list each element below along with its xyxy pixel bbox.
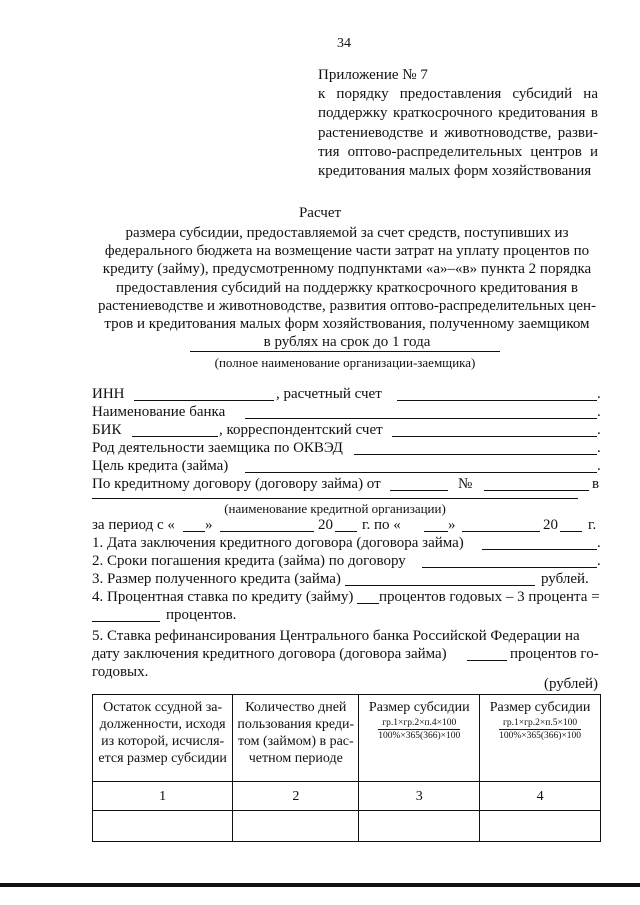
subsidy-table: [92, 694, 601, 842]
end-dot: .: [597, 440, 601, 456]
period-row: [92, 517, 602, 535]
table-cell[interactable]: [480, 811, 601, 842]
subtitle-line: в рублях на срок до 1 года: [263, 334, 431, 351]
bank-row: [92, 404, 602, 422]
page-number: 34: [337, 36, 351, 51]
formula-4: [499, 718, 581, 742]
item-3-row: [92, 571, 602, 589]
corr-account-field[interactable]: [392, 422, 597, 437]
bank-field[interactable]: [245, 404, 597, 419]
units-label: (рублей): [544, 676, 599, 692]
quote-close: »: [205, 517, 213, 533]
header-label: Размер субсидии: [368, 700, 470, 715]
repayment-terms-field[interactable]: [422, 553, 597, 568]
subtitle-line: федерального бюджета на возмещение части затрат на уплату процентов по: [104, 243, 590, 260]
item-5-block: [92, 628, 602, 688]
period-end-label: г.: [588, 517, 597, 533]
header-cell-1: [93, 695, 233, 782]
header-cell-2: [233, 695, 359, 782]
formula-numerator: гр.1×гр.2×п.4×100: [378, 718, 460, 730]
table-cell[interactable]: [359, 811, 480, 842]
table-header-row: [93, 695, 601, 782]
table-cell[interactable]: [233, 811, 359, 842]
end-dot: .: [597, 386, 601, 402]
appendix-line: поддержку краткосрочного кредитования в: [318, 105, 598, 122]
item-1-row: [92, 535, 602, 553]
corr-account-label: , корреспондентский счет: [219, 422, 383, 438]
bottom-rule: [0, 883, 640, 887]
okved-row: [92, 440, 602, 458]
year-prefix: 20: [318, 517, 333, 533]
item-4-rate-text: процентов годовых – 3 процента =: [379, 589, 600, 605]
item-5-line-1: 5. Ставка рефинансирования Центрального банка Российской Федерации на: [92, 628, 580, 644]
rubles-label: рублей.: [541, 571, 589, 587]
appendix-header: [318, 66, 598, 181]
interest-rate-field[interactable]: [357, 589, 379, 604]
contract-number-field[interactable]: [484, 476, 589, 491]
header-cell-3: [359, 695, 480, 782]
formula-denominator: 100%×365(366)×100: [378, 731, 461, 741]
bik-field[interactable]: [132, 422, 218, 437]
column-number: 1: [93, 782, 233, 811]
inn-row: [92, 386, 602, 404]
contract-in-label: в: [592, 476, 600, 492]
refinancing-rate-field[interactable]: [467, 646, 507, 661]
credit-org-caption: (наименование кредитной организации): [224, 501, 446, 516]
bik-label: БИК: [92, 422, 122, 438]
formula-denominator: 100%×365(366)×100: [499, 731, 582, 741]
column-number: 2: [233, 782, 359, 811]
inn-field[interactable]: [134, 386, 274, 401]
item-4-row: [92, 589, 602, 607]
appendix-line: тия оптово-распределительных центров и: [318, 143, 598, 160]
contract-number-label: №: [458, 476, 473, 492]
period-end-day-field[interactable]: [424, 517, 448, 532]
item-2-row: [92, 553, 602, 571]
formula-numerator: гр.1×гр.2×п.5×100: [499, 718, 581, 730]
period-start-day-field[interactable]: [183, 517, 205, 532]
table-row: [93, 782, 601, 811]
period-end-month-field[interactable]: [462, 517, 540, 532]
bank-label: Наименование банка: [92, 404, 226, 420]
contract-label: По кредитному договору (договору займа) от: [92, 476, 381, 492]
appendix-line: растениеводстве и животноводстве, разви-: [318, 124, 598, 141]
purpose-field[interactable]: [245, 458, 597, 473]
quote-close: »: [448, 517, 456, 533]
credit-amount-field[interactable]: [345, 571, 535, 586]
end-dot: .: [597, 458, 601, 474]
item-4-cont-row: [92, 607, 602, 625]
appendix-line: Приложение № 7: [318, 67, 428, 83]
purpose-label: Цель кредита (займа): [92, 458, 229, 474]
end-dot: .: [597, 553, 601, 569]
borrower-name-line[interactable]: [190, 350, 500, 352]
header-label: Остаток ссудной за-долженности, исходя из которой, исчисля-ется размер субсидии: [98, 700, 227, 766]
header-cell-4: [480, 695, 601, 782]
year-prefix: 20: [543, 517, 558, 533]
subtitle-line: растениеводстве и животноводстве, развития оптово-распределительных цен-: [97, 297, 597, 314]
item-5-line-3: годовых.: [92, 664, 149, 680]
okved-field[interactable]: [354, 440, 597, 455]
period-start-month-field[interactable]: [220, 517, 314, 532]
period-start-year-field[interactable]: [335, 517, 357, 532]
document-subtitle: [92, 224, 602, 351]
purpose-row: [92, 458, 602, 476]
item-3-label: 3. Размер полученного кредита (займа): [92, 571, 341, 587]
appendix-line: кредитования малых форм хозяйствования: [318, 163, 592, 180]
item-4-label: 4. Процентная ставка по кредиту (займу): [92, 589, 354, 605]
subtitle-line: тров и кредитования малых форм хозяйствования, полученному заемщиком: [104, 316, 590, 333]
contract-date-field[interactable]: [390, 476, 448, 491]
end-dot: .: [597, 404, 601, 420]
account-label: , расчетный счет: [276, 386, 382, 402]
item-1-label: 1. Дата заключения кредитного договора (договора займа): [92, 535, 464, 551]
table-row: [93, 811, 601, 842]
item-5-line-2: дату заключения кредитного договора (договора займа): [92, 646, 447, 662]
okved-label: Род деятельности заемщика по ОКВЭД: [92, 440, 343, 456]
contract-row: [92, 476, 602, 494]
header-label: Размер субсидии: [489, 700, 591, 715]
document-title: Расчет: [298, 205, 342, 221]
item-2-label: 2. Сроки погашения кредита (займа) по договору: [92, 553, 406, 569]
inn-label: ИНН: [92, 386, 125, 402]
appendix-line: к порядку предоставления субсидий на: [318, 86, 598, 103]
subtitle-line: кредиту (займу), предусмотренному подпунктами «а»–«в» пункта 2 порядка: [102, 261, 592, 278]
end-dot: .: [597, 422, 601, 438]
contract-date-input[interactable]: [482, 535, 597, 550]
header-label: Количество дней пользования креди-том (займом) в рас-четном периоде: [237, 700, 355, 766]
column-number: 3: [359, 782, 480, 811]
subtitle-line: размера субсидии, предоставляемой за счет средств, поступивших из: [125, 225, 569, 241]
period-label: за период с «: [92, 517, 175, 533]
table-cell[interactable]: [93, 811, 233, 842]
bik-row: [92, 422, 602, 440]
formula-3: [378, 718, 460, 742]
period-mid-label: г. по «: [362, 517, 401, 533]
borrower-caption: (полное наименование организации-заемщика): [214, 355, 476, 370]
period-end-year-field[interactable]: [560, 517, 582, 532]
end-dot: .: [597, 535, 601, 551]
net-rate-field[interactable]: [92, 607, 160, 622]
subtitle-line: предоставления субсидий на поддержку краткосрочного кредитования в: [116, 279, 578, 296]
item-5-tail: процентов го-: [510, 646, 599, 662]
credit-org-line[interactable]: [92, 497, 578, 499]
column-number: 4: [480, 782, 601, 811]
account-field[interactable]: [397, 386, 597, 401]
percent-label: процентов.: [166, 607, 237, 623]
